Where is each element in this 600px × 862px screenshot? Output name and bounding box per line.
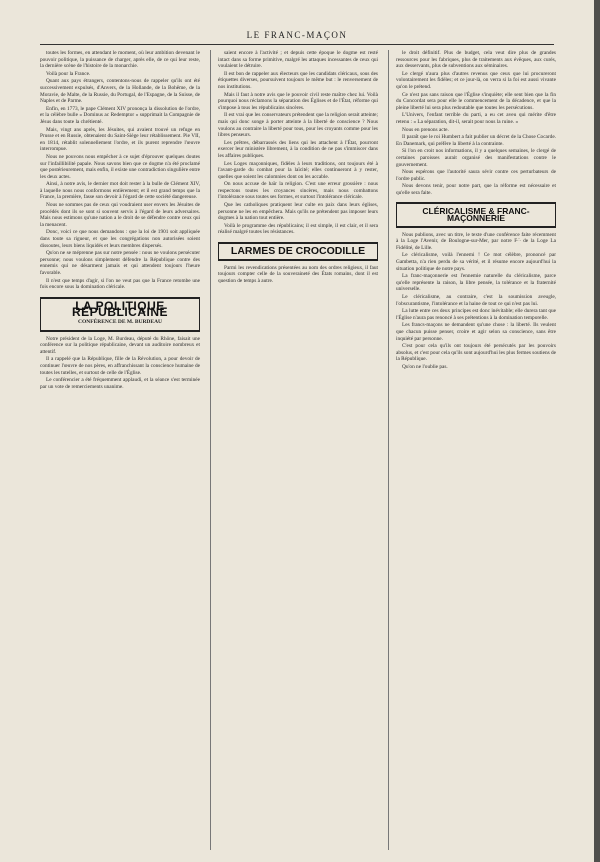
paragraph: Il est bon de rappeler aux électeurs que les candidats cléricaux, sous des étiquettes diverses, poursuivent toujours le même but : le renversement de nos institutions. bbox=[218, 70, 378, 90]
paragraph: Les Loges maçonniques, fidèles à leurs traditions, ont toujours été à l'avant-garde du combat pour la laïcité; elles continueront à y rester, quelles que soient les calomnies dont on les accable. bbox=[218, 160, 378, 180]
paragraph: Qu'on ne l'oublie pas. bbox=[402, 363, 448, 370]
column-3 bbox=[396, 50, 556, 850]
paragraph: Ainsi, à notre avis, le dernier mot doit rester à la bulle de Clément XIV, à laquelle nous nous conformons entièrement; et il est grand temps que la France, la première, fasse son devoir à l'égard de cette société dangereuse. bbox=[40, 181, 200, 201]
paragraph: La lutte entre ces deux principes est donc inévitable; elle durera tant que l'Église n'aura pas renoncé à ses prétentions à la domination temporelle. bbox=[396, 308, 556, 321]
paragraph: On nous accuse de haïr la religion. C'est une erreur grossière : nous respectons toutes les croyances sincères, mais nous combattons l'intolérance sous toutes ses formes, et surtout l'intolérance cléricale. bbox=[218, 181, 378, 201]
paragraph: Nous en prenons acte. bbox=[402, 126, 449, 133]
paragraph: saient encore à l'activité ; et depuis cette époque le dogme est resté intact dans sa forme primitive, malgré les attaques incessantes de ceux qui voulaient le détruire. bbox=[218, 50, 378, 70]
news-briefs bbox=[396, 134, 556, 196]
article-body bbox=[396, 232, 556, 371]
paragraph: Il est vrai que les conservateurs prétendent que la religion serait atteinte; mais qui donc songe à porter atteinte à la liberté de conscience ? Nous voulons au contraire la liberté pour tous, pour les croyants comme pour les libres penseurs. bbox=[218, 112, 378, 139]
article-title: CLÉRICALISME & FRANC-MAÇONNERIE bbox=[422, 206, 530, 224]
article-banner-larmes bbox=[218, 242, 378, 261]
article-banner-politique bbox=[40, 297, 200, 332]
article-subtitle: CONFÉRENCE DE M. BURDEAU bbox=[77, 318, 163, 325]
paragraph: Les francs-maçons ne demandent qu'une chose : la liberté. Ils veulent que chacun puisse penser, croire et agir selon sa conscience, sans être inquiété par personne. bbox=[396, 322, 556, 342]
column-3-text bbox=[396, 50, 556, 133]
paragraph: le droit définitif. Plus de budget, cela veut dire plus de grandes ressources pour les fabriques, plus de traitements aux évêques, aux curés, aux desservants, plus de subventions aux séminaires. bbox=[396, 50, 556, 70]
paragraph: Nous devons tenir, pour notre part, que la réforme est nécessaire et qu'elle sera faite. bbox=[396, 183, 556, 196]
article-title: LARMES DE CROCODILLE bbox=[230, 245, 366, 258]
paragraph: Mais, vingt ans après, les Jésuites, qui avaient trouvé un refuge en Prusse et en Russie, obtenaient du Saint-Siège leur rétablissement. Pie VII, en 1814, rétablit solennellement l'ordre, et ils purent reprendre l'œuvre interrompue. bbox=[40, 126, 200, 153]
paragraph: Le cléricalisme, voilà l'ennemi ! Ce mot célèbre, prononcé par Gambetta, n'a rien perdu de sa vérité, et il résume encore aujourd'hui la situation politique de notre pays. bbox=[396, 252, 556, 272]
column-divider bbox=[210, 50, 211, 850]
paragraph: Le conférencier a été fréquemment applaudi, et la séance s'est terminée par un vote de remerciements unanime. bbox=[40, 377, 200, 390]
paragraph: Qu'on ne se méprenne pas sur notre pensée : nous ne voulons persécuter personne; nous voulons simplement défendre la République contre des ennemis qui ne désarment jamais et qui attendent toujours l'heure favorable. bbox=[40, 250, 200, 276]
paragraph: Nous publions, avec un titre, le texte d'une conférence faite récemment à la Loge l'Avenir, de Boulogne-sur-Mer, par notre F∴ de la Loge La Fidélité, de Lille. bbox=[396, 231, 556, 251]
column-divider bbox=[388, 50, 389, 850]
page-edge bbox=[594, 0, 600, 862]
paragraph: Donc, voici ce que nous demandons : que la loi de 1901 soit appliquée dans toute sa rigueur, et que les congrégations non autorisées soient dissoutes, leurs biens liquidés et leurs membres dispersés. bbox=[40, 229, 200, 249]
paragraph: Enfin, en 1773, le pape Clément XIV prononça la dissolution de l'ordre, et la célèbre bulle « Dominus ac Redemptor » supprimait la Compagnie de Jésus dans toute la chrétienté. bbox=[40, 105, 200, 125]
paragraph: Nous ne sommes pas de ceux qui voudraient user envers les Jésuites de procédés dont ils se sont si souvent servis à l'égard de leurs adversaires. Mais nous estimons qu'une nation a le droit de se défendre contre ceux qui la menacent. bbox=[40, 202, 200, 228]
paragraph: Nous espérons que l'autorité saura sévir contre ces perturbateurs de l'ordre public. bbox=[396, 169, 556, 182]
paragraph: La franc-maçonnerie est l'ennemie naturelle du cléricalisme, parce qu'elle représente la raison, la libre pensée, la tolérance et la fraternité universelle. bbox=[396, 273, 556, 293]
column-2-text bbox=[218, 50, 378, 236]
paragraph: Voilà le programme des républicains; il est simple, il est clair, et il sera réalisé malgré toutes les résistances. bbox=[218, 222, 378, 236]
column-1-text bbox=[40, 50, 200, 291]
paragraph: toutes les formes, en attendant le moment, où leur ambition devenant le pouvoir politique, la puissance de charger, après elle, de ce qui leur reste, la dernière scène de l'histoire de la monarchie. bbox=[40, 50, 200, 70]
article-body bbox=[40, 336, 200, 391]
paragraph: Il a rappelé que la République, fille de la Révolution, a pour devoir de continuer l'œuvre de nos pères, en affranchissant la conscience humaine de toutes les tutelles, et surtout de celle de l'Église. bbox=[40, 356, 200, 376]
article-banner-clericalisme bbox=[396, 202, 556, 227]
paragraph: Les prêtres, débarrassés des liens qui les attachent à l'État, pourront exercer leur ministère librement, à la condition de ne pas s'immiscer dans les affaires publiques. bbox=[218, 139, 378, 159]
paragraph: Voilà pour la France. bbox=[46, 70, 91, 77]
paragraph: L'Univers, l'enfant terrible du parti, a eu cet aveu qui mérite d'être retenu : « La séparation, dit-il, serait pour nous la ruine. » bbox=[396, 112, 556, 125]
page-header: LE FRANC-MAÇON bbox=[246, 30, 348, 40]
paragraph: Mais il faut à notre avis que le pouvoir civil reste maître chez lui. Voilà pourquoi nous réclamons la séparation des Églises et de l'État, réforme qui s'impose à tous les républicains sincères. bbox=[218, 91, 378, 111]
column-1 bbox=[40, 50, 200, 850]
paragraph: Il n'est que temps d'agir, si l'on ne veut pas que la France retombe une fois encore sous la domination cléricale. bbox=[40, 277, 200, 291]
paragraph: Quant aux pays étrangers, contentons-nous de rappeler qu'ils ont été successivement expulsés, d'Anvers, de la Hollande, de la Bohême, de la Moravie, de Malte, de la Russie, du Portugal, de l'Espagne, de la Suisse, de Naples et de Parme. bbox=[40, 78, 200, 105]
paragraph: Le clergé n'aura plus d'autres revenus que ceux que lui procureront volontairement les fidèles; et ce jour-là, on verra si la foi est aussi vivante qu'on le prétend. bbox=[396, 70, 556, 90]
paragraph: Que les catholiques pratiquent leur culte en paix dans leurs églises, personne ne les en empêchera. Mais qu'ils ne prétendent pas imposer leurs dogmes à la nation tout entière. bbox=[218, 202, 378, 222]
paragraph: Nous ne pouvons nous empêcher à ce sujet d'éprouver quelques doutes sur l'infaillibilité papale. Nous savons bien que ce dogme n'a été proclamé que postérieurement, mais enfin, il existe une contradiction singulière entre les deux actes. bbox=[40, 153, 200, 180]
paragraph: C'est pour cela qu'ils ont toujours été persécutés par les pouvoirs absolus, et c'est pour cela qu'ils sont aujourd'hui les plus fermes soutiens de la République. bbox=[396, 343, 556, 363]
paragraph: Il paraît que le roi Humbert a fait publier un décret de la Chose Cocarde. En Danemark, qui préfère la liberté à la contrainte. bbox=[396, 134, 556, 147]
paragraph: Notre président de la Loge, M. Burdeau, député du Rhône, faisait une conférence sur la politique républicaine, devant un auditoire nombreux et attentif. bbox=[40, 335, 200, 355]
header-rule bbox=[40, 44, 554, 45]
paragraph: Si l'on en croit nos informations, il y a quelques semaines, le clergé de certaines paroisses aurait organisé des manifestations contre le gouvernement. bbox=[396, 148, 556, 168]
paragraph: Le cléricalisme, au contraire, c'est la soumission aveugle, l'obscurantisme, l'intolérance et la haine de tout ce qui n'est pas lui. bbox=[396, 294, 556, 307]
article-body bbox=[218, 265, 378, 285]
article-title: LA POLITIQUE RÉPUBLICAINE bbox=[71, 298, 168, 320]
paragraph: Parmi les revendications présentées au nom des ordres religieux, il faut toujours compter celle de la souveraineté des États romains, dont il est question de temps à autre. bbox=[218, 264, 378, 284]
paragraph: Ce n'est pas sans raison que l'Église s'inquiète; elle sent bien que la fin du Concordat sera pour elle le commencement de la décadence, et que la pleine liberté lui sera plus redoutable que toutes les persécutions. bbox=[396, 91, 556, 111]
column-2 bbox=[218, 50, 378, 850]
